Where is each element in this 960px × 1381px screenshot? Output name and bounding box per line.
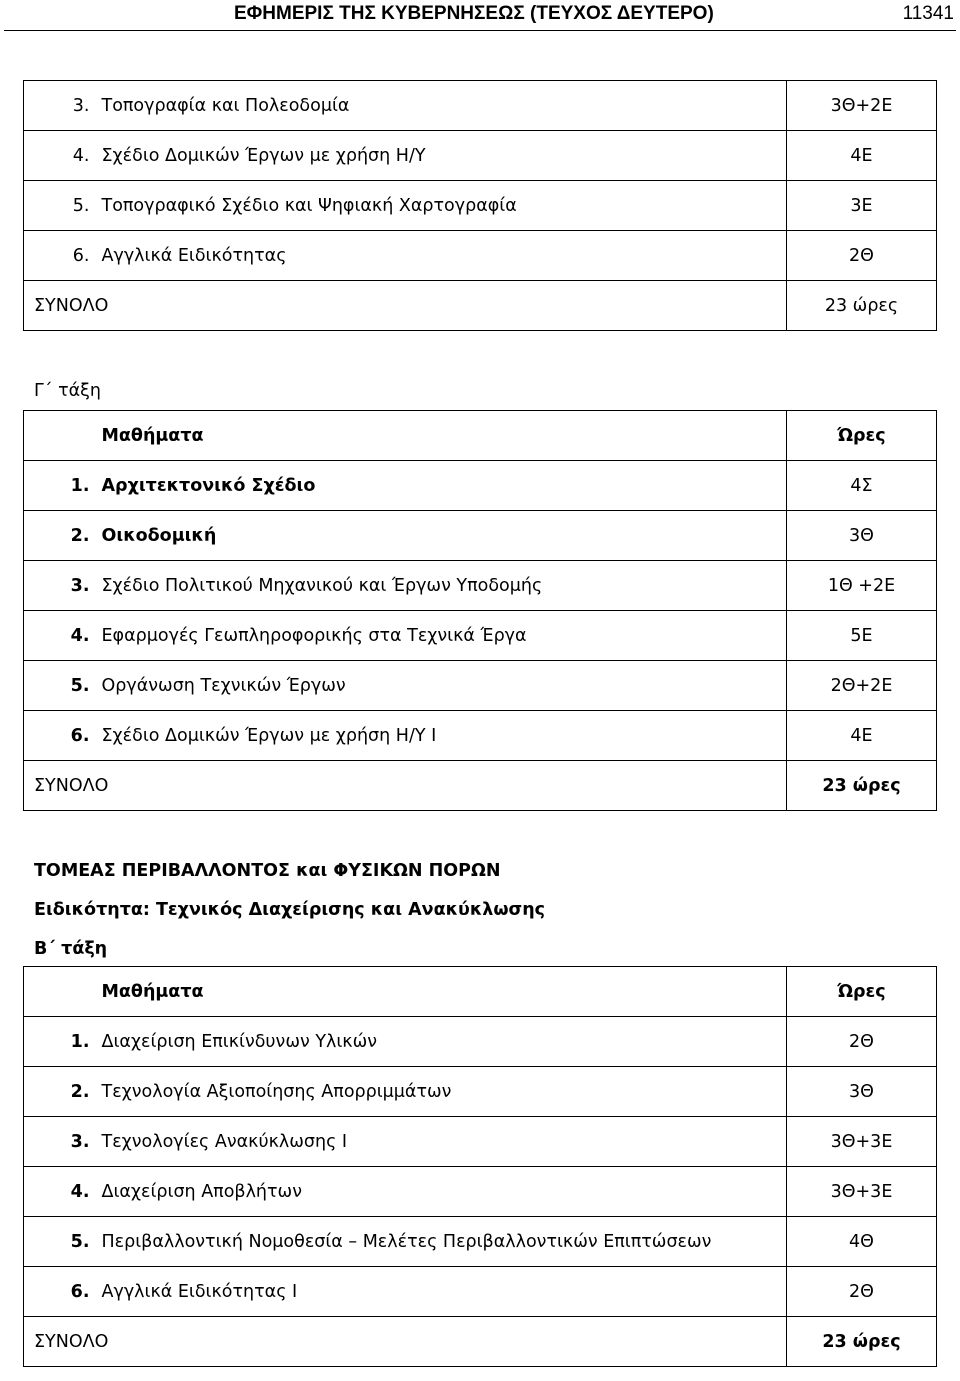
subject-name: Τοπογραφικό Σχέδιο και Ψηφιακή Χαρτογραφία [96,181,787,231]
class-label-b: Β΄ τάξη [34,939,108,959]
subject-hours: 4Σ [787,461,937,511]
row-number: 1. [24,1017,96,1067]
subject-name: Διαχείριση Επικίνδυνων Υλικών [96,1017,787,1067]
subject-hours: 4Ε [787,711,937,761]
gazette-title: ΕΦΗΜΕΡΙΣ ΤΗΣ ΚΥΒΕΡΝΗΣΕΩΣ (ΤΕΥΧΟΣ ΔΕΥΤΕΡΟ) [234,3,714,24]
col-hours: Ώρες [787,967,937,1017]
table-continued [23,80,937,331]
subject-name: Διαχείριση Αποβλήτων [96,1167,787,1217]
table-row [24,1217,937,1267]
subject-name: Τεχνολογία Αξιοποίησης Απορριμμάτων [96,1067,787,1117]
table-row [24,1017,937,1067]
subject-hours: 2Θ [787,1267,937,1317]
table-header-row [24,411,937,461]
total-label: ΣΥΝΟΛΟ [24,1317,787,1367]
col-hours: Ώρες [787,411,937,461]
row-number: 3. [24,1117,96,1167]
total-hours: 23 ώρες [787,1317,937,1367]
table-row [24,1117,937,1167]
total-label: ΣΥΝΟΛΟ [24,281,787,331]
table-row [24,461,937,511]
subject-name: Αγγλικά Ειδικότητας [96,231,787,281]
subject-hours: 3Θ+3Ε [787,1167,937,1217]
table-row [24,181,937,231]
subject-hours: 2Θ [787,1017,937,1067]
row-number: 1. [24,461,96,511]
subject-hours: 4Θ [787,1217,937,1267]
table-row [24,1167,937,1217]
table-header-row [24,967,937,1017]
subject-hours: 4Ε [787,131,937,181]
table-row [24,1067,937,1117]
subject-name: Σχέδιο Πολιτικού Μηχανικού και Έργων Υποδομής [96,561,787,611]
subject-name: Τοπογραφία και Πολεοδομία [96,81,787,131]
subject-name: Αρχιτεκτονικό Σχέδιο [96,461,787,511]
subject-name: Οργάνωση Τεχνικών Έργων [96,661,787,711]
table-class-b [23,966,937,1367]
sector-title: ΤΟΜΕΑΣ ΠΕΡΙΒΑΛΛΟΝΤΟΣ και ΦΥΣΙΚΩΝ ΠΟΡΩΝ [34,861,501,881]
table-class-g [23,410,937,811]
subject-hours: 2Θ [787,231,937,281]
subject-name: Σχέδιο Δομικών Έργων με χρήση Η/Υ [96,131,787,181]
subject-name: Οικοδομική [96,511,787,561]
subject-name: Εφαρμογές Γεωπληροφορικής στα Τεχνικά Έργα [96,611,787,661]
table-row [24,611,937,661]
total-hours: 23 ώρες [787,761,937,811]
row-number: 4. [24,1167,96,1217]
subject-hours: 3Ε [787,181,937,231]
row-number: 5. [24,181,96,231]
subject-hours: 3Θ [787,1067,937,1117]
row-number: 5. [24,1217,96,1267]
table-row [24,661,937,711]
subject-hours: 1Θ +2Ε [787,561,937,611]
total-row [24,281,937,331]
subject-hours: 2Θ+2Ε [787,661,937,711]
subject-hours: 5Ε [787,611,937,661]
row-number: 3. [24,81,96,131]
row-number: 6. [24,231,96,281]
table-row [24,561,937,611]
total-label: ΣΥΝΟΛΟ [24,761,787,811]
subject-name: Σχέδιο Δομικών Έργων με χρήση Η/Υ Ι [96,711,787,761]
table-row [24,131,937,181]
row-number: 6. [24,711,96,761]
subject-name: Αγγλικά Ειδικότητας Ι [96,1267,787,1317]
subject-name: Περιβαλλοντική Νομοθεσία – Μελέτες Περιβαλλοντικών Επιπτώσεων [96,1217,787,1267]
row-number: 3. [24,561,96,611]
row-number: 4. [24,611,96,661]
subject-name: Τεχνολογίες Ανακύκλωσης Ι [96,1117,787,1167]
row-number: 4. [24,131,96,181]
specialty-title: Ειδικότητα: Τεχνικός Διαχείρισης και Ανακύκλωσης [34,900,546,920]
col-subjects: Μαθήματα [96,967,787,1017]
row-number: 2. [24,511,96,561]
subject-hours: 3Θ+3Ε [787,1117,937,1167]
page-header [4,0,956,31]
row-number: 5. [24,661,96,711]
subject-hours: 3Θ [787,511,937,561]
total-hours: 23 ώρες [787,281,937,331]
table-row [24,81,937,131]
total-row [24,761,937,811]
table-row [24,711,937,761]
class-label-g: Γ΄ τάξη [34,381,101,401]
page-number: 11341 [902,3,954,24]
table-row [24,511,937,561]
total-row [24,1317,937,1367]
row-number: 2. [24,1067,96,1117]
col-subjects: Μαθήματα [96,411,787,461]
table-row [24,231,937,281]
subject-hours: 3Θ+2Ε [787,81,937,131]
row-number: 6. [24,1267,96,1317]
table-row [24,1267,937,1317]
